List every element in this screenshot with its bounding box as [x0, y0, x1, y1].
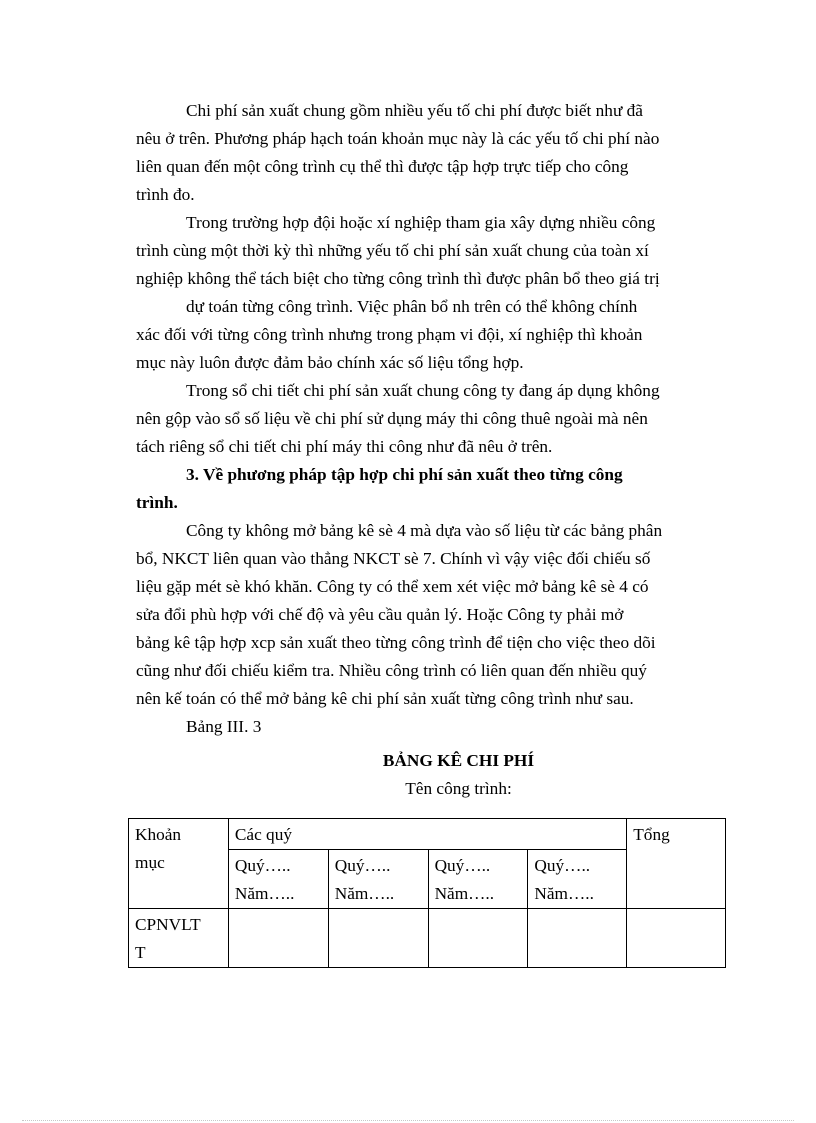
text-line: cũng như đối chiếu kiểm tra. Nhiều công trình có liên quan đến nhiều quý — [136, 661, 647, 680]
heading-line: 3. Về phương pháp tập hợp chi phí sản xuất theo từng công — [186, 465, 623, 484]
cost-table — [128, 818, 726, 968]
table-title: BẢNG KÊ CHI PHÍ — [382, 751, 535, 770]
quarter-label: Quý….. — [434, 856, 491, 875]
quarter-cell — [428, 850, 528, 909]
text-line: trình đo. — [136, 185, 195, 204]
text-line: Trong trường hợp đội hoặc xí nghiệp tham gia xây dựng nhiều công — [186, 213, 656, 232]
text-line: bổ, NKCT liên quan vào thẳng NKCT sè 7. Chính vì vậy việc đối chiếu số — [136, 549, 651, 568]
table-subtitle: Tên công trình: — [405, 779, 512, 798]
section-heading — [136, 461, 726, 517]
text-line: trình cùng một thời kỳ thì những yếu tố chi phí sản xuất chung của toàn xí — [136, 241, 649, 260]
header-quarters: Các quý — [228, 819, 626, 850]
year-label: Năm….. — [234, 884, 295, 903]
text-line: nên gộp vào sổ số liệu về chi phí sử dụng máy thi công thuê ngoài mà nên — [136, 409, 648, 428]
quarter-cell — [528, 850, 627, 909]
year-label: Năm….. — [334, 884, 395, 903]
quarter-cell — [328, 850, 428, 909]
table-cell — [428, 909, 528, 968]
table-label: Bảng III. 3 — [186, 717, 262, 736]
page-bottom-rule — [22, 1120, 794, 1121]
paragraph-2 — [136, 209, 726, 377]
text-line: dự toán từng công trình. Việc phân bổ nh trên có thể không chính — [186, 297, 638, 316]
table-cell — [528, 909, 627, 968]
text-line: mục này luôn được đảm bảo chính xác số liệu tổng hợp. — [136, 353, 524, 372]
text-line: nghiệp không thể tách biệt cho từng công trình thì được phân bổ theo giá trị — [136, 269, 660, 288]
header-item — [129, 819, 229, 909]
text-line: tách riêng sổ chi tiết chi phí máy thi công như đã nêu ở trên. — [136, 437, 553, 456]
paragraph-3 — [136, 377, 726, 461]
quarter-cell — [228, 850, 328, 909]
table-row — [129, 909, 726, 968]
quarter-label: Quý….. — [534, 856, 591, 875]
text-line: xác đối với từng công trình nhưng trong phạm vi đội, xí nghiệp thì khoản — [136, 325, 643, 344]
paragraph-4 — [136, 517, 726, 713]
table-cell — [627, 909, 726, 968]
text-line: Công ty không mở bảng kê sè 4 mà dựa vào số liệu từ các bảng phân — [186, 521, 663, 540]
text-line: liên quan đến một công trình cụ thể thì được tập hợp trực tiếp cho công — [136, 157, 629, 176]
text-line: sửa đổi phù hợp với chế độ và yêu cầu quản lý. Hoặc Công ty phải mở — [136, 605, 624, 624]
text-line: Chi phí sản xuất chung gồm nhiều yếu tố chi phí được biết như đã — [186, 101, 643, 120]
year-label: Năm….. — [534, 884, 594, 903]
year-label: Năm….. — [434, 884, 495, 903]
quarter-label: Quý….. — [334, 856, 391, 875]
table-cell — [228, 909, 328, 968]
text-line: Trong sổ chi tiết chi phí sản xuất chung công ty đang áp dụng không — [186, 381, 660, 400]
text-line: bảng kê tập hợp xcp sản xuất theo từng công trình để tiện cho việc theo dõi — [136, 633, 656, 652]
text-line: nên kế toán có thể mở bảng kê chi phí sản xuất từng công trình như sau. — [136, 689, 634, 708]
row-label-line: CPNVLT — [135, 915, 201, 934]
header-total: Tổng — [627, 819, 726, 909]
table-cell — [328, 909, 428, 968]
row-label-line: T — [135, 943, 146, 962]
text-line: nêu ở trên. Phương pháp hạch toán khoản mục này là các yếu tố chi phí nào — [136, 129, 660, 148]
table-header-row — [129, 819, 726, 850]
text-line: liệu gặp mét sè khó khăn. Công ty có thể xem xét việc mở bảng kê sè 4 có — [136, 577, 649, 596]
document-body — [136, 97, 726, 807]
header-item-line: mục — [135, 853, 165, 872]
quarter-label: Quý….. — [234, 856, 291, 875]
paragraph-1 — [136, 97, 726, 209]
header-item-line: Khoản — [135, 825, 182, 844]
row-label — [129, 909, 229, 968]
heading-line: trình. — [136, 493, 178, 512]
